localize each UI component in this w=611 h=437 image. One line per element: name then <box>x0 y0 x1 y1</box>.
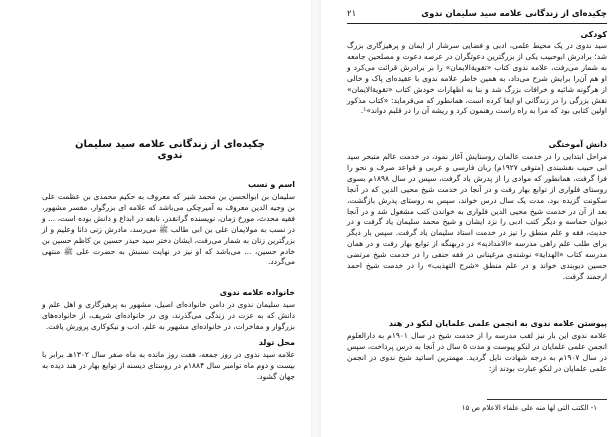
book-gutter <box>311 0 321 437</box>
paragraph-childhood: سید ندوی در یک محیط علمی، ادبی و فضایی سرشار از ایمان و پرهیزگاری بزرگ شد؛ برادرش ابوحبیب یکی از بزرگترین دعوتگران در عرصه دعوت و مصلحین جامعه به شمار می‌رفت، علامه ندوی کتاب «تقویة‌الایمان» را بر برادرش قرائت می‌کرد و او هم آن‌را برایش شرح می‌داد، به همین خاطر علامه ندوی با عقیده‌ای پاک و خالی از هرگونه شائبه و خرافات بزرگ شد و بنا به اظهارات خودش کتاب «تقویة‌الایمان» نقش بزرگی را در زندگانی او ایفا کرده است، همانطور که می‌فرماید: «کتاب مذکور اولین کتابی بود که مرا به راه راست رهنمون کرد و ریشه آن را در قلبم دواند»¹. <box>347 41 607 116</box>
running-header-title: چکیده‌ای از زندگانی علامه سید سلیمان ندوی <box>421 9 607 19</box>
section-heading-joining-nadwa: پیوستن علامه ندوی به انجمن علمی علمایان لنکو در هند <box>388 319 607 328</box>
paragraph-joining-nadwa: علامه ندوی این بار نیز لقب مدرسه را از خدمت شیخ در سال ۱۹۰۱م به دارالعلوم انجمن علمی علمایان در لنکو پیوست و مدت ۵ سال در آنجا به درس پرداخت، سپس در سال ۱۹۰۷م به درجه شهادت نایل گردید. مهمترین اساتید شیخ ندوی در انجمن علمی علمایان در لنکو عبارت بودند از: <box>347 331 608 373</box>
section-heading-education: دانش آموختگی <box>548 140 607 149</box>
paragraph-education: مراحل ابتدایی را در خدمت عالمان روستایش آغاز نمود، در خدمت عالم متبحر سید ابی حبیب نقشبندی (متوفی ۱۹۲۷م) زبان فارسی و عربی و قواعد صرف و نحو را فرا گرفت، همانطور که موادی را از پدرش یاد گرفت، سپس در سال ۱۸۹۸م بسوی روستای فلواری از توابع بهار رفت و در آنجا در خدمت شیخ محیی الدین که در آنجا سکونت گزیده بود، مدت یک سال درس خواند، سپس به روستای پدرش بازگشت، بعد از آن در خدمت شیخ محیی الدین فلواری به خواندن کتب مشغول شد و در آنجا دیوان حماسه و دیگر کتب ادبی را نزد ایشان و شیخ محمد سلیمان یاد گرفت و در حدیث، فقه و علم منطق را نیز در خدمت استاد سلیمان یاد گرفت. سپس بار دیگر برای طلب علم راهی مدرسه «الامدادیه» در دربهنگه از توابع بهار رفت و در همان مدرسه کتاب «الهدایة» نوشته‌ی مرغینانی در فقه حنفی را در خدمت شیخ مرتضی حسین دیوبندی خواند و در علم منطق «شرح التهذیب» را در خدمت شیخ احمد ارجمند گرفت. <box>347 152 607 281</box>
right-page <box>321 0 611 437</box>
section-heading-birthplace: محل تولد <box>258 338 295 347</box>
section-heading-family: خانواده علامه ندوی <box>219 288 295 297</box>
paragraph-birthplace: علامه سید ندوی در روز جمعه، هفت روز مانده به ماه صفر سال ۱۳۰۲هـ برابر با بیست و دوم ماه نوامبر سال ۱۸۸۴م در روستای دیسنه از توابع بهار در هند دیده به جهان گشود. <box>42 350 295 381</box>
footnote-rule <box>487 399 607 400</box>
paragraph-family: سید سلیمان ندوی در دامن خانواده‌ای اصیل، مشهور به پرهیزگاری و اهل علم و دانش که به عزت در زندگی می‌گذرند، وی در خانواده‌ای شریف، از خانواده‌های بزرگوار و مفاخرات، در خانواده‌ای مشهور به علم، ادب و نیکوکاری پرورش یافت. <box>42 300 295 331</box>
running-header <box>347 9 607 20</box>
book-title: چکیده‌ای از زندگانی علامه سید سلیمان ندوی <box>74 139 266 161</box>
footnote: ۱- الکتب التی لها منه علی علماء الاعلام ص ۱۵ <box>461 404 597 412</box>
page-number: ۲۱ <box>347 9 357 19</box>
section-heading-name-lineage: اسم و نسب <box>247 180 295 189</box>
header-rule <box>347 23 607 24</box>
paragraph-name-lineage: سلیمان بن ابوالحسن بن محمد شیر که معروف به حکیم محمدی بن عظمت علی بن وجیه الدین معروف به آمیرچکی می‌باشد که علامه ای بزرگوار، مفسر مشهور، فقیه محدث، مورخ زمان، نویسنده گرانقدر، نابغه در ابداع و دانش بوده است، ... و در نسب به مولایمان علی بن ابی طالب ﷺ می‌رسد، مادرش زنی دانا وعلیم و از بزرگترین زنان به شمار می‌رفت، ایشان دختر سید حیدر حسین بن کاظم حسین بن خادم حسین، ... می‌باشد که او نیز در نهایت نسبش به حضرت علی ﷺ منتهی می‌گردد. <box>42 192 295 267</box>
section-heading-childhood: کودکی <box>580 30 607 39</box>
